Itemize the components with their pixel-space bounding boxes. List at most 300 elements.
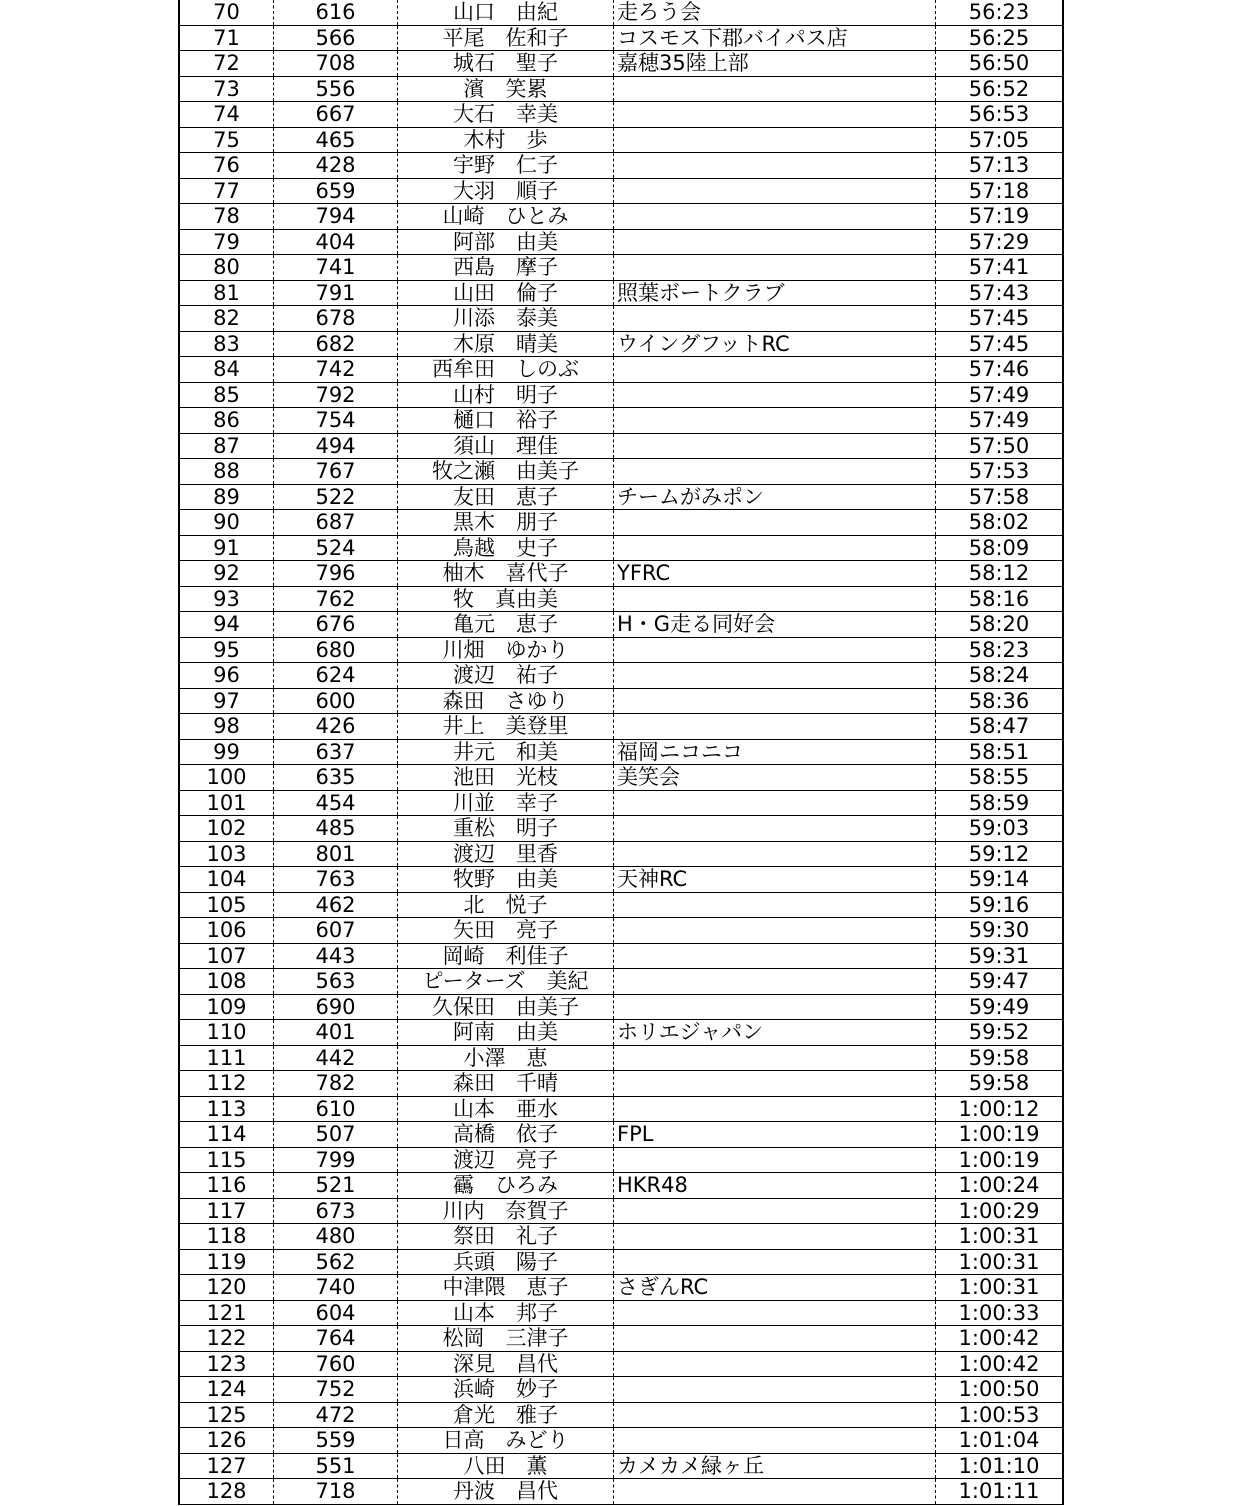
team-cell <box>614 382 936 408</box>
bib-cell: 680 <box>274 637 398 663</box>
rank-cell: 89 <box>179 484 274 510</box>
rank-cell: 127 <box>179 1453 274 1479</box>
bib-cell: 708 <box>274 51 398 77</box>
finish-time-cell: 57:53 <box>936 459 1064 485</box>
finish-time-cell: 57:43 <box>936 280 1064 306</box>
team-cell <box>614 1351 936 1377</box>
rank-cell: 99 <box>179 739 274 765</box>
team-cell <box>614 688 936 714</box>
table-row <box>179 1198 1063 1224</box>
team-cell: HKR48 <box>614 1173 936 1199</box>
table-row <box>179 739 1063 765</box>
rank-cell: 100 <box>179 765 274 791</box>
table-row <box>179 918 1063 944</box>
bib-cell: 480 <box>274 1224 398 1250</box>
bib-cell: 659 <box>274 178 398 204</box>
runner-name-cell: 柚木 喜代子 <box>398 561 614 587</box>
bib-cell: 740 <box>274 1275 398 1301</box>
team-cell: チームがみポン <box>614 484 936 510</box>
runner-name-cell: 川畑 ゆかり <box>398 637 614 663</box>
finish-time-cell: 57:19 <box>936 204 1064 230</box>
table-row <box>179 816 1063 842</box>
bib-cell: 801 <box>274 841 398 867</box>
table-row <box>179 535 1063 561</box>
finish-time-cell: 57:18 <box>936 178 1064 204</box>
rank-cell: 101 <box>179 790 274 816</box>
runner-name-cell: 濱 笑累 <box>398 76 614 102</box>
rank-cell: 83 <box>179 331 274 357</box>
table-row <box>179 51 1063 77</box>
rank-cell: 82 <box>179 306 274 332</box>
team-cell <box>614 1479 936 1505</box>
team-cell <box>614 1249 936 1275</box>
rank-cell: 124 <box>179 1377 274 1403</box>
team-cell: 福岡ニコニコ <box>614 739 936 765</box>
bib-cell: 791 <box>274 280 398 306</box>
runner-name-cell: 浜崎 妙子 <box>398 1377 614 1403</box>
team-cell <box>614 790 936 816</box>
team-cell <box>614 127 936 153</box>
runner-name-cell: 阿部 由美 <box>398 229 614 255</box>
bib-cell: 610 <box>274 1096 398 1122</box>
runner-name-cell: 川並 幸子 <box>398 790 614 816</box>
finish-time-cell: 58:12 <box>936 561 1064 587</box>
table-row <box>179 1045 1063 1071</box>
table-row <box>179 790 1063 816</box>
runner-name-cell: ピーターズ 美紀 <box>398 969 614 995</box>
table-row <box>179 204 1063 230</box>
table-row <box>179 1173 1063 1199</box>
bib-cell: 752 <box>274 1377 398 1403</box>
rank-cell: 92 <box>179 561 274 587</box>
finish-time-cell: 58:55 <box>936 765 1064 791</box>
bib-cell: 624 <box>274 663 398 689</box>
finish-time-cell: 57:41 <box>936 255 1064 281</box>
rank-cell: 114 <box>179 1122 274 1148</box>
rank-cell: 111 <box>179 1045 274 1071</box>
rank-cell: 119 <box>179 1249 274 1275</box>
runner-name-cell: 城石 聖子 <box>398 51 614 77</box>
team-cell <box>614 178 936 204</box>
table-row <box>179 408 1063 434</box>
team-cell <box>614 357 936 383</box>
runner-name-cell: 久保田 由美子 <box>398 994 614 1020</box>
table-row <box>179 714 1063 740</box>
finish-time-cell: 1:00:19 <box>936 1122 1064 1148</box>
bib-cell: 472 <box>274 1402 398 1428</box>
team-cell: 美笑会 <box>614 765 936 791</box>
runner-name-cell: 山田 倫子 <box>398 280 614 306</box>
table-row <box>179 612 1063 638</box>
rank-cell: 126 <box>179 1428 274 1454</box>
finish-time-cell: 59:58 <box>936 1045 1064 1071</box>
table-row <box>179 459 1063 485</box>
rank-cell: 73 <box>179 76 274 102</box>
rank-cell: 96 <box>179 663 274 689</box>
finish-time-cell: 1:00:19 <box>936 1147 1064 1173</box>
table-row <box>179 943 1063 969</box>
table-row <box>179 1249 1063 1275</box>
runner-name-cell: 森田 千晴 <box>398 1071 614 1097</box>
runner-name-cell: 宇野 仁子 <box>398 153 614 179</box>
rank-cell: 75 <box>179 127 274 153</box>
table-row <box>179 867 1063 893</box>
runner-name-cell: 西牟田 しのぶ <box>398 357 614 383</box>
team-cell <box>614 1377 936 1403</box>
rank-cell: 78 <box>179 204 274 230</box>
finish-time-cell: 58:59 <box>936 790 1064 816</box>
bib-cell: 521 <box>274 1173 398 1199</box>
rank-cell: 102 <box>179 816 274 842</box>
runner-name-cell: 井元 和美 <box>398 739 614 765</box>
team-cell <box>614 1300 936 1326</box>
bib-cell: 404 <box>274 229 398 255</box>
team-cell <box>614 102 936 128</box>
bib-cell: 678 <box>274 306 398 332</box>
rank-cell: 113 <box>179 1096 274 1122</box>
team-cell <box>614 892 936 918</box>
rank-cell: 107 <box>179 943 274 969</box>
rank-cell: 97 <box>179 688 274 714</box>
runner-name-cell: 日高 みどり <box>398 1428 614 1454</box>
rank-cell: 120 <box>179 1275 274 1301</box>
team-cell <box>614 918 936 944</box>
runner-name-cell: 山本 亜水 <box>398 1096 614 1122</box>
bib-cell: 426 <box>274 714 398 740</box>
runner-name-cell: 大羽 順子 <box>398 178 614 204</box>
finish-time-cell: 59:30 <box>936 918 1064 944</box>
runner-name-cell: 八田 薫 <box>398 1453 614 1479</box>
bib-cell: 401 <box>274 1020 398 1046</box>
runner-name-cell: 鳥越 史子 <box>398 535 614 561</box>
rank-cell: 103 <box>179 841 274 867</box>
bib-cell: 690 <box>274 994 398 1020</box>
finish-time-cell: 59:58 <box>936 1071 1064 1097</box>
team-cell <box>614 1224 936 1250</box>
table-row <box>179 1428 1063 1454</box>
team-cell <box>614 969 936 995</box>
table-row <box>179 102 1063 128</box>
finish-time-cell: 56:52 <box>936 76 1064 102</box>
table-row <box>179 637 1063 663</box>
table-row <box>179 586 1063 612</box>
runner-name-cell: 渡辺 亮子 <box>398 1147 614 1173</box>
finish-time-cell: 58:51 <box>936 739 1064 765</box>
team-cell: カメカメ緑ヶ丘 <box>614 1453 936 1479</box>
table-row <box>179 1147 1063 1173</box>
runner-name-cell: 友田 恵子 <box>398 484 614 510</box>
team-cell: さぎんRC <box>614 1275 936 1301</box>
runner-name-cell: 牧野 由美 <box>398 867 614 893</box>
runner-name-cell: 兵頭 陽子 <box>398 1249 614 1275</box>
table-row <box>179 127 1063 153</box>
rank-cell: 70 <box>179 0 274 25</box>
rank-cell: 85 <box>179 382 274 408</box>
runner-name-cell: 渡辺 里香 <box>398 841 614 867</box>
runner-name-cell: 西島 摩子 <box>398 255 614 281</box>
table-row <box>179 1479 1063 1505</box>
bib-cell: 563 <box>274 969 398 995</box>
table-row <box>179 1224 1063 1250</box>
finish-time-cell: 59:47 <box>936 969 1064 995</box>
rank-cell: 86 <box>179 408 274 434</box>
bib-cell: 566 <box>274 25 398 51</box>
finish-time-cell: 58:02 <box>936 510 1064 536</box>
finish-time-cell: 58:36 <box>936 688 1064 714</box>
runner-name-cell: 平尾 佐和子 <box>398 25 614 51</box>
finish-time-cell: 59:31 <box>936 943 1064 969</box>
finish-time-cell: 1:00:42 <box>936 1351 1064 1377</box>
rank-cell: 110 <box>179 1020 274 1046</box>
team-cell <box>614 1428 936 1454</box>
runner-name-cell: 川添 泰美 <box>398 306 614 332</box>
finish-time-cell: 1:00:50 <box>936 1377 1064 1403</box>
runner-name-cell: 亀元 恵子 <box>398 612 614 638</box>
bib-cell: 556 <box>274 76 398 102</box>
bib-cell: 494 <box>274 433 398 459</box>
team-cell <box>614 1402 936 1428</box>
finish-time-cell: 59:16 <box>936 892 1064 918</box>
rank-cell: 87 <box>179 433 274 459</box>
bib-cell: 673 <box>274 1198 398 1224</box>
bib-cell: 607 <box>274 918 398 944</box>
table-row <box>179 688 1063 714</box>
table-row <box>179 994 1063 1020</box>
runner-name-cell: 靍 ひろみ <box>398 1173 614 1199</box>
finish-time-cell: 59:12 <box>936 841 1064 867</box>
finish-time-cell: 56:53 <box>936 102 1064 128</box>
finish-time-cell: 1:00:42 <box>936 1326 1064 1352</box>
bib-cell: 796 <box>274 561 398 587</box>
bib-cell: 562 <box>274 1249 398 1275</box>
rank-cell: 94 <box>179 612 274 638</box>
finish-time-cell: 58:24 <box>936 663 1064 689</box>
rank-cell: 71 <box>179 25 274 51</box>
runner-name-cell: 山村 明子 <box>398 382 614 408</box>
runner-name-cell: 山本 邦子 <box>398 1300 614 1326</box>
finish-time-cell: 1:00:31 <box>936 1275 1064 1301</box>
rank-cell: 72 <box>179 51 274 77</box>
finish-time-cell: 59:03 <box>936 816 1064 842</box>
finish-time-cell: 1:00:53 <box>936 1402 1064 1428</box>
table-row <box>179 178 1063 204</box>
results-table <box>178 0 1064 1505</box>
table-row <box>179 1122 1063 1148</box>
table-row <box>179 1096 1063 1122</box>
bib-cell: 443 <box>274 943 398 969</box>
bib-cell: 741 <box>274 255 398 281</box>
bib-cell: 767 <box>274 459 398 485</box>
table-row <box>179 306 1063 332</box>
rank-cell: 128 <box>179 1479 274 1505</box>
runner-name-cell: 渡辺 祐子 <box>398 663 614 689</box>
team-cell <box>614 306 936 332</box>
rank-cell: 81 <box>179 280 274 306</box>
finish-time-cell: 57:58 <box>936 484 1064 510</box>
bib-cell: 442 <box>274 1045 398 1071</box>
rank-cell: 76 <box>179 153 274 179</box>
finish-time-cell: 58:23 <box>936 637 1064 663</box>
runner-name-cell: 阿南 由美 <box>398 1020 614 1046</box>
bib-cell: 760 <box>274 1351 398 1377</box>
runner-name-cell: 須山 理佳 <box>398 433 614 459</box>
rank-cell: 93 <box>179 586 274 612</box>
rank-cell: 84 <box>179 357 274 383</box>
rank-cell: 115 <box>179 1147 274 1173</box>
team-cell <box>614 229 936 255</box>
finish-time-cell: 1:01:11 <box>936 1479 1064 1505</box>
finish-time-cell: 1:00:33 <box>936 1300 1064 1326</box>
table-row <box>179 0 1063 25</box>
runner-name-cell: 森田 さゆり <box>398 688 614 714</box>
table-row <box>179 229 1063 255</box>
team-cell <box>614 535 936 561</box>
table-row <box>179 1453 1063 1479</box>
finish-time-cell: 57:13 <box>936 153 1064 179</box>
bib-cell: 676 <box>274 612 398 638</box>
team-cell: YFRC <box>614 561 936 587</box>
finish-time-cell: 58:09 <box>936 535 1064 561</box>
runner-name-cell: 中津隈 恵子 <box>398 1275 614 1301</box>
rank-cell: 108 <box>179 969 274 995</box>
team-cell: 照葉ボートクラブ <box>614 280 936 306</box>
runner-name-cell: 川内 奈賀子 <box>398 1198 614 1224</box>
finish-time-cell: 57:45 <box>936 331 1064 357</box>
runner-name-cell: 倉光 雅子 <box>398 1402 614 1428</box>
bib-cell: 742 <box>274 357 398 383</box>
team-cell <box>614 1326 936 1352</box>
rank-cell: 77 <box>179 178 274 204</box>
table-row <box>179 25 1063 51</box>
finish-time-cell: 57:45 <box>936 306 1064 332</box>
finish-time-cell: 58:16 <box>936 586 1064 612</box>
finish-time-cell: 59:52 <box>936 1020 1064 1046</box>
table-row <box>179 382 1063 408</box>
table-row <box>179 841 1063 867</box>
table-row <box>179 1071 1063 1097</box>
finish-time-cell: 57:29 <box>936 229 1064 255</box>
bib-cell: 718 <box>274 1479 398 1505</box>
rank-cell: 118 <box>179 1224 274 1250</box>
table-row <box>179 1351 1063 1377</box>
team-cell <box>614 1198 936 1224</box>
table-row <box>179 255 1063 281</box>
finish-time-cell: 57:05 <box>936 127 1064 153</box>
bib-cell: 600 <box>274 688 398 714</box>
runner-name-cell: 岡崎 利佳子 <box>398 943 614 969</box>
bib-cell: 524 <box>274 535 398 561</box>
rank-cell: 104 <box>179 867 274 893</box>
finish-time-cell: 58:47 <box>936 714 1064 740</box>
team-cell <box>614 1045 936 1071</box>
table-row <box>179 1326 1063 1352</box>
results-body <box>179 0 1063 1504</box>
team-cell: 天神RC <box>614 867 936 893</box>
bib-cell: 792 <box>274 382 398 408</box>
rank-cell: 98 <box>179 714 274 740</box>
bib-cell: 635 <box>274 765 398 791</box>
runner-name-cell: 木原 晴美 <box>398 331 614 357</box>
bib-cell: 522 <box>274 484 398 510</box>
team-cell <box>614 76 936 102</box>
team-cell <box>614 841 936 867</box>
runner-name-cell: 黒木 朋子 <box>398 510 614 536</box>
table-row <box>179 357 1063 383</box>
table-row <box>179 1300 1063 1326</box>
bib-cell: 782 <box>274 1071 398 1097</box>
table-row <box>179 765 1063 791</box>
rank-cell: 116 <box>179 1173 274 1199</box>
table-row <box>179 561 1063 587</box>
team-cell: コスモス下郡バイパス店 <box>614 25 936 51</box>
team-cell <box>614 510 936 536</box>
finish-time-cell: 56:23 <box>936 0 1064 25</box>
table-row <box>179 76 1063 102</box>
rank-cell: 122 <box>179 1326 274 1352</box>
team-cell <box>614 816 936 842</box>
runner-name-cell: 井上 美登里 <box>398 714 614 740</box>
team-cell <box>614 204 936 230</box>
rank-cell: 80 <box>179 255 274 281</box>
table-row <box>179 1275 1063 1301</box>
finish-time-cell: 59:49 <box>936 994 1064 1020</box>
team-cell <box>614 1096 936 1122</box>
rank-cell: 109 <box>179 994 274 1020</box>
rank-cell: 121 <box>179 1300 274 1326</box>
table-row <box>179 510 1063 536</box>
bib-cell: 462 <box>274 892 398 918</box>
finish-time-cell: 57:49 <box>936 382 1064 408</box>
bib-cell: 559 <box>274 1428 398 1454</box>
finish-time-cell: 1:00:12 <box>936 1096 1064 1122</box>
bib-cell: 762 <box>274 586 398 612</box>
rank-cell: 74 <box>179 102 274 128</box>
rank-cell: 91 <box>179 535 274 561</box>
table-row <box>179 280 1063 306</box>
team-cell: 走ろう会 <box>614 0 936 25</box>
finish-time-cell: 57:50 <box>936 433 1064 459</box>
bib-cell: 616 <box>274 0 398 25</box>
bib-cell: 754 <box>274 408 398 434</box>
finish-time-cell: 57:46 <box>936 357 1064 383</box>
rank-cell: 123 <box>179 1351 274 1377</box>
table-row <box>179 331 1063 357</box>
bib-cell: 465 <box>274 127 398 153</box>
finish-time-cell: 58:20 <box>936 612 1064 638</box>
team-cell: 嘉穂35陸上部 <box>614 51 936 77</box>
runner-name-cell: 牧 真由美 <box>398 586 614 612</box>
team-cell <box>614 1071 936 1097</box>
bib-cell: 637 <box>274 739 398 765</box>
runner-name-cell: 樋口 裕子 <box>398 408 614 434</box>
runner-name-cell: 山崎 ひとみ <box>398 204 614 230</box>
rank-cell: 105 <box>179 892 274 918</box>
team-cell <box>614 994 936 1020</box>
runner-name-cell: 祭田 礼子 <box>398 1224 614 1250</box>
bib-cell: 454 <box>274 790 398 816</box>
finish-time-cell: 57:49 <box>936 408 1064 434</box>
table-row <box>179 663 1063 689</box>
finish-time-cell: 56:25 <box>936 25 1064 51</box>
finish-time-cell: 59:14 <box>936 867 1064 893</box>
table-row <box>179 1020 1063 1046</box>
runner-name-cell: 松岡 三津子 <box>398 1326 614 1352</box>
table-row <box>179 1377 1063 1403</box>
rank-cell: 112 <box>179 1071 274 1097</box>
team-cell <box>614 459 936 485</box>
table-row <box>179 484 1063 510</box>
bib-cell: 763 <box>274 867 398 893</box>
